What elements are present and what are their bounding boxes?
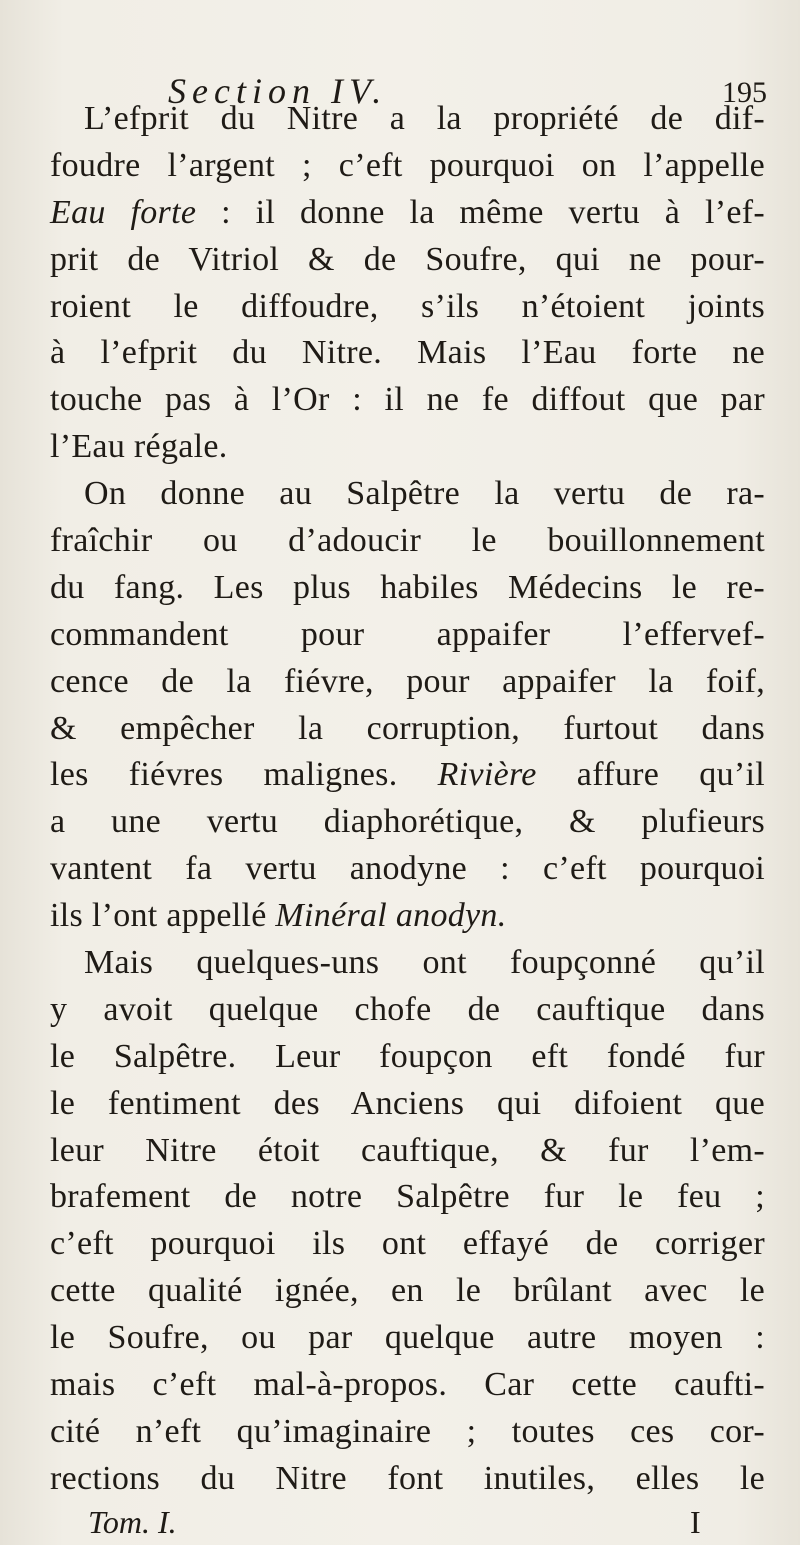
text-segment: rections du Nitre font inutiles, elles le xyxy=(50,1459,765,1497)
text-line xyxy=(50,284,765,331)
text-line xyxy=(50,659,765,706)
text-segment: c’eft pourquoi ils ont effayé de corriger xyxy=(50,1225,765,1263)
text-line xyxy=(50,1409,765,1456)
text-segment: fraîchir ou d’adoucir le bouillonnement xyxy=(50,522,765,560)
text-line xyxy=(50,96,765,143)
body-text xyxy=(50,96,765,1503)
text-line xyxy=(50,987,765,1034)
text-line xyxy=(50,1081,765,1128)
page-number: 195 xyxy=(722,76,767,109)
text-segment: prit de Vitriol & de Soufre, qui ne pour- xyxy=(50,240,765,278)
text-line xyxy=(50,143,765,190)
text-segment: le Soufre, ou par quelque autre moyen : xyxy=(50,1319,765,1357)
text-segment: leur Nitre étoit cauftique, & fur l’em- xyxy=(50,1131,765,1169)
text-segment: commandent pour appaifer l’effervef- xyxy=(50,615,765,653)
text-segment: ils l’ont appellé xyxy=(50,897,276,935)
text-line xyxy=(50,1456,765,1503)
text-segment: du fang. Les plus habiles Médecins le re- xyxy=(50,568,765,606)
text-line xyxy=(50,799,765,846)
text-segment: brafement de notre Salpêtre fur le feu ; xyxy=(50,1178,765,1216)
text-segment: L’efprit du Nitre a la propriété de dif- xyxy=(84,100,765,137)
text-segment: mais c’eft mal-à-propos. Car cette caufti- xyxy=(50,1366,765,1404)
text-segment: roient le diffoudre, s’ils n’étoient joints xyxy=(50,287,765,325)
text-line xyxy=(50,330,765,377)
text-segment: affure qu’il xyxy=(536,756,766,794)
text-segment: a une vertu diaphorétique, & plufieurs xyxy=(50,803,765,841)
text-line xyxy=(50,846,765,893)
text-line xyxy=(50,940,765,987)
text-segment: cette qualité ignée, en le brûlant avec le xyxy=(50,1272,765,1310)
text-segment: cence de la fiévre, pour appaifer la foif, xyxy=(50,662,765,700)
text-line xyxy=(50,190,765,237)
text-line xyxy=(50,752,765,799)
text-segment: le Salpêtre. Leur foupçon eft fondé fur xyxy=(50,1037,765,1075)
text-line xyxy=(50,612,765,659)
text-segment: vantent fa vertu anodyne : c’eft pourquoi xyxy=(50,850,765,888)
text-segment: les fiévres malignes. xyxy=(50,756,438,794)
text-line xyxy=(50,1128,765,1175)
text-line xyxy=(50,1174,765,1221)
text-line xyxy=(50,1315,765,1362)
text-line xyxy=(50,893,765,940)
text-line xyxy=(50,706,765,753)
page-footer xyxy=(0,1504,800,1542)
text-segment: cité n’eft qu’imaginaire ; toutes ces cor- xyxy=(50,1412,765,1450)
text-line xyxy=(50,424,765,471)
section-title: Section IV. xyxy=(168,71,388,111)
volume-mark: Tom. I. xyxy=(88,1504,177,1540)
text-segment: le fentiment des Anciens qui difoient que xyxy=(50,1084,765,1122)
text-line xyxy=(50,471,765,518)
text-segment: l’Eau régale. xyxy=(50,428,228,466)
text-line xyxy=(50,565,765,612)
text-line xyxy=(50,377,765,424)
italic-text: Eau forte xyxy=(50,193,197,231)
text-line xyxy=(50,518,765,565)
text-segment: y avoit quelque chofe de cauftique dans xyxy=(50,990,765,1028)
text-line xyxy=(50,237,765,284)
italic-text: Minéral anodyn. xyxy=(275,897,507,935)
text-segment: à l’efprit du Nitre. Mais l’Eau forte ne xyxy=(50,334,765,372)
text-line xyxy=(50,1362,765,1409)
italic-text: Rivière xyxy=(437,756,537,794)
text-segment: : il donne la même vertu à l’ef- xyxy=(196,193,765,231)
text-segment: & empêcher la corruption, furtout dans xyxy=(50,709,765,747)
text-segment: On donne au Salpêtre la vertu de ra- xyxy=(84,475,765,513)
text-line xyxy=(50,1221,765,1268)
text-segment: foudre l’argent ; c’eft pourquoi on l’appelle xyxy=(50,146,765,184)
text-segment: Mais quelques-uns ont foupçonné qu’il xyxy=(84,944,765,982)
text-line xyxy=(50,1268,765,1315)
signature-mark: I xyxy=(690,1504,701,1540)
text-line xyxy=(50,1034,765,1081)
text-segment: touche pas à l’Or : il ne fe diffout que par xyxy=(50,381,765,419)
